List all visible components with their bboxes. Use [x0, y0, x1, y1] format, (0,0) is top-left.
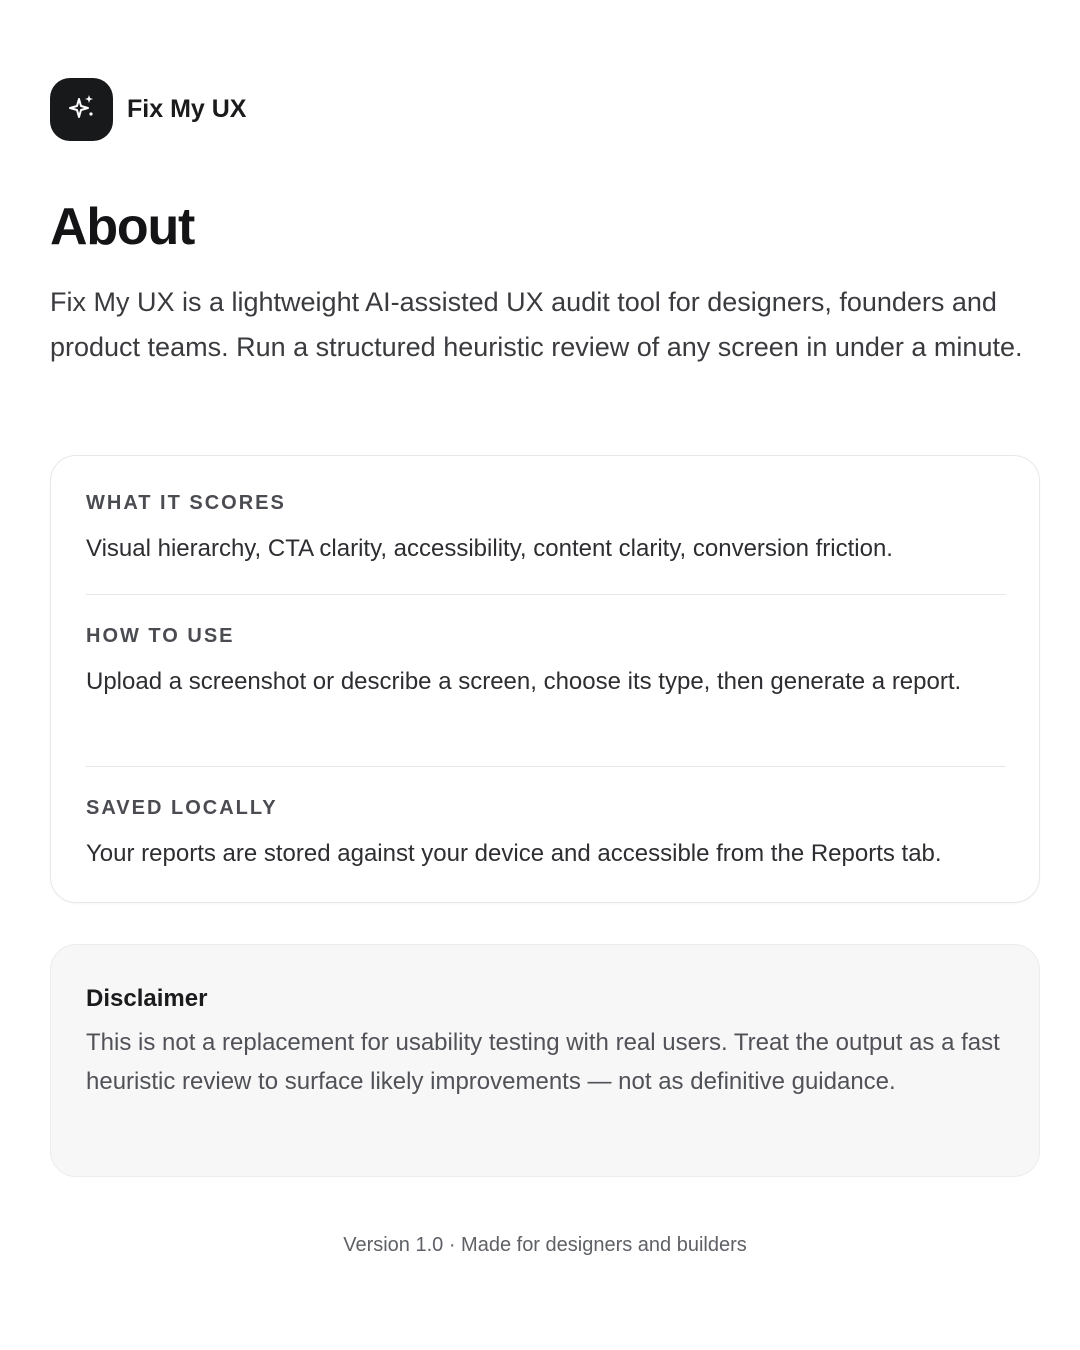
section-heading: HOW TO USE	[86, 625, 235, 647]
section-what-it-scores	[86, 492, 1006, 568]
section-how-to-use	[86, 625, 1006, 701]
section-divider	[86, 594, 1006, 595]
app-header	[50, 78, 246, 141]
disclaimer-body: This is not a replacement for usability testing with real users. Treat the output as a fast heuristic review to surface likely improvements — not as definitive guidance.	[86, 1029, 1000, 1095]
sparkles-icon	[67, 92, 97, 127]
version-footer: Version 1.0 · Made for designers and builders	[343, 1234, 747, 1256]
app-name: Fix My UX	[127, 95, 247, 123]
section-body: Your reports are stored against your device and accessible from the Reports tab.	[86, 840, 942, 867]
disclaimer-title: Disclaimer	[86, 985, 208, 1012]
section-heading: SAVED LOCALLY	[86, 797, 278, 819]
section-heading: WHAT IT SCORES	[86, 492, 286, 514]
about-description: Fix My UX is a lightweight AI-assisted UX audit tool for designers, founders and product teams. Run a structured heuristic review of any screen in under a minute.	[50, 287, 1023, 362]
section-body: Visual hierarchy, CTA clarity, accessibility, content clarity, conversion friction.	[86, 535, 893, 562]
section-divider	[86, 766, 1006, 767]
section-saved-locally	[86, 797, 1006, 873]
section-body: Upload a screenshot or describe a screen, choose its type, then generate a report.	[86, 668, 962, 695]
disclaimer-card	[50, 944, 1040, 1177]
app-logo	[50, 78, 113, 141]
page-title: About	[50, 198, 195, 256]
info-card	[50, 455, 1040, 903]
